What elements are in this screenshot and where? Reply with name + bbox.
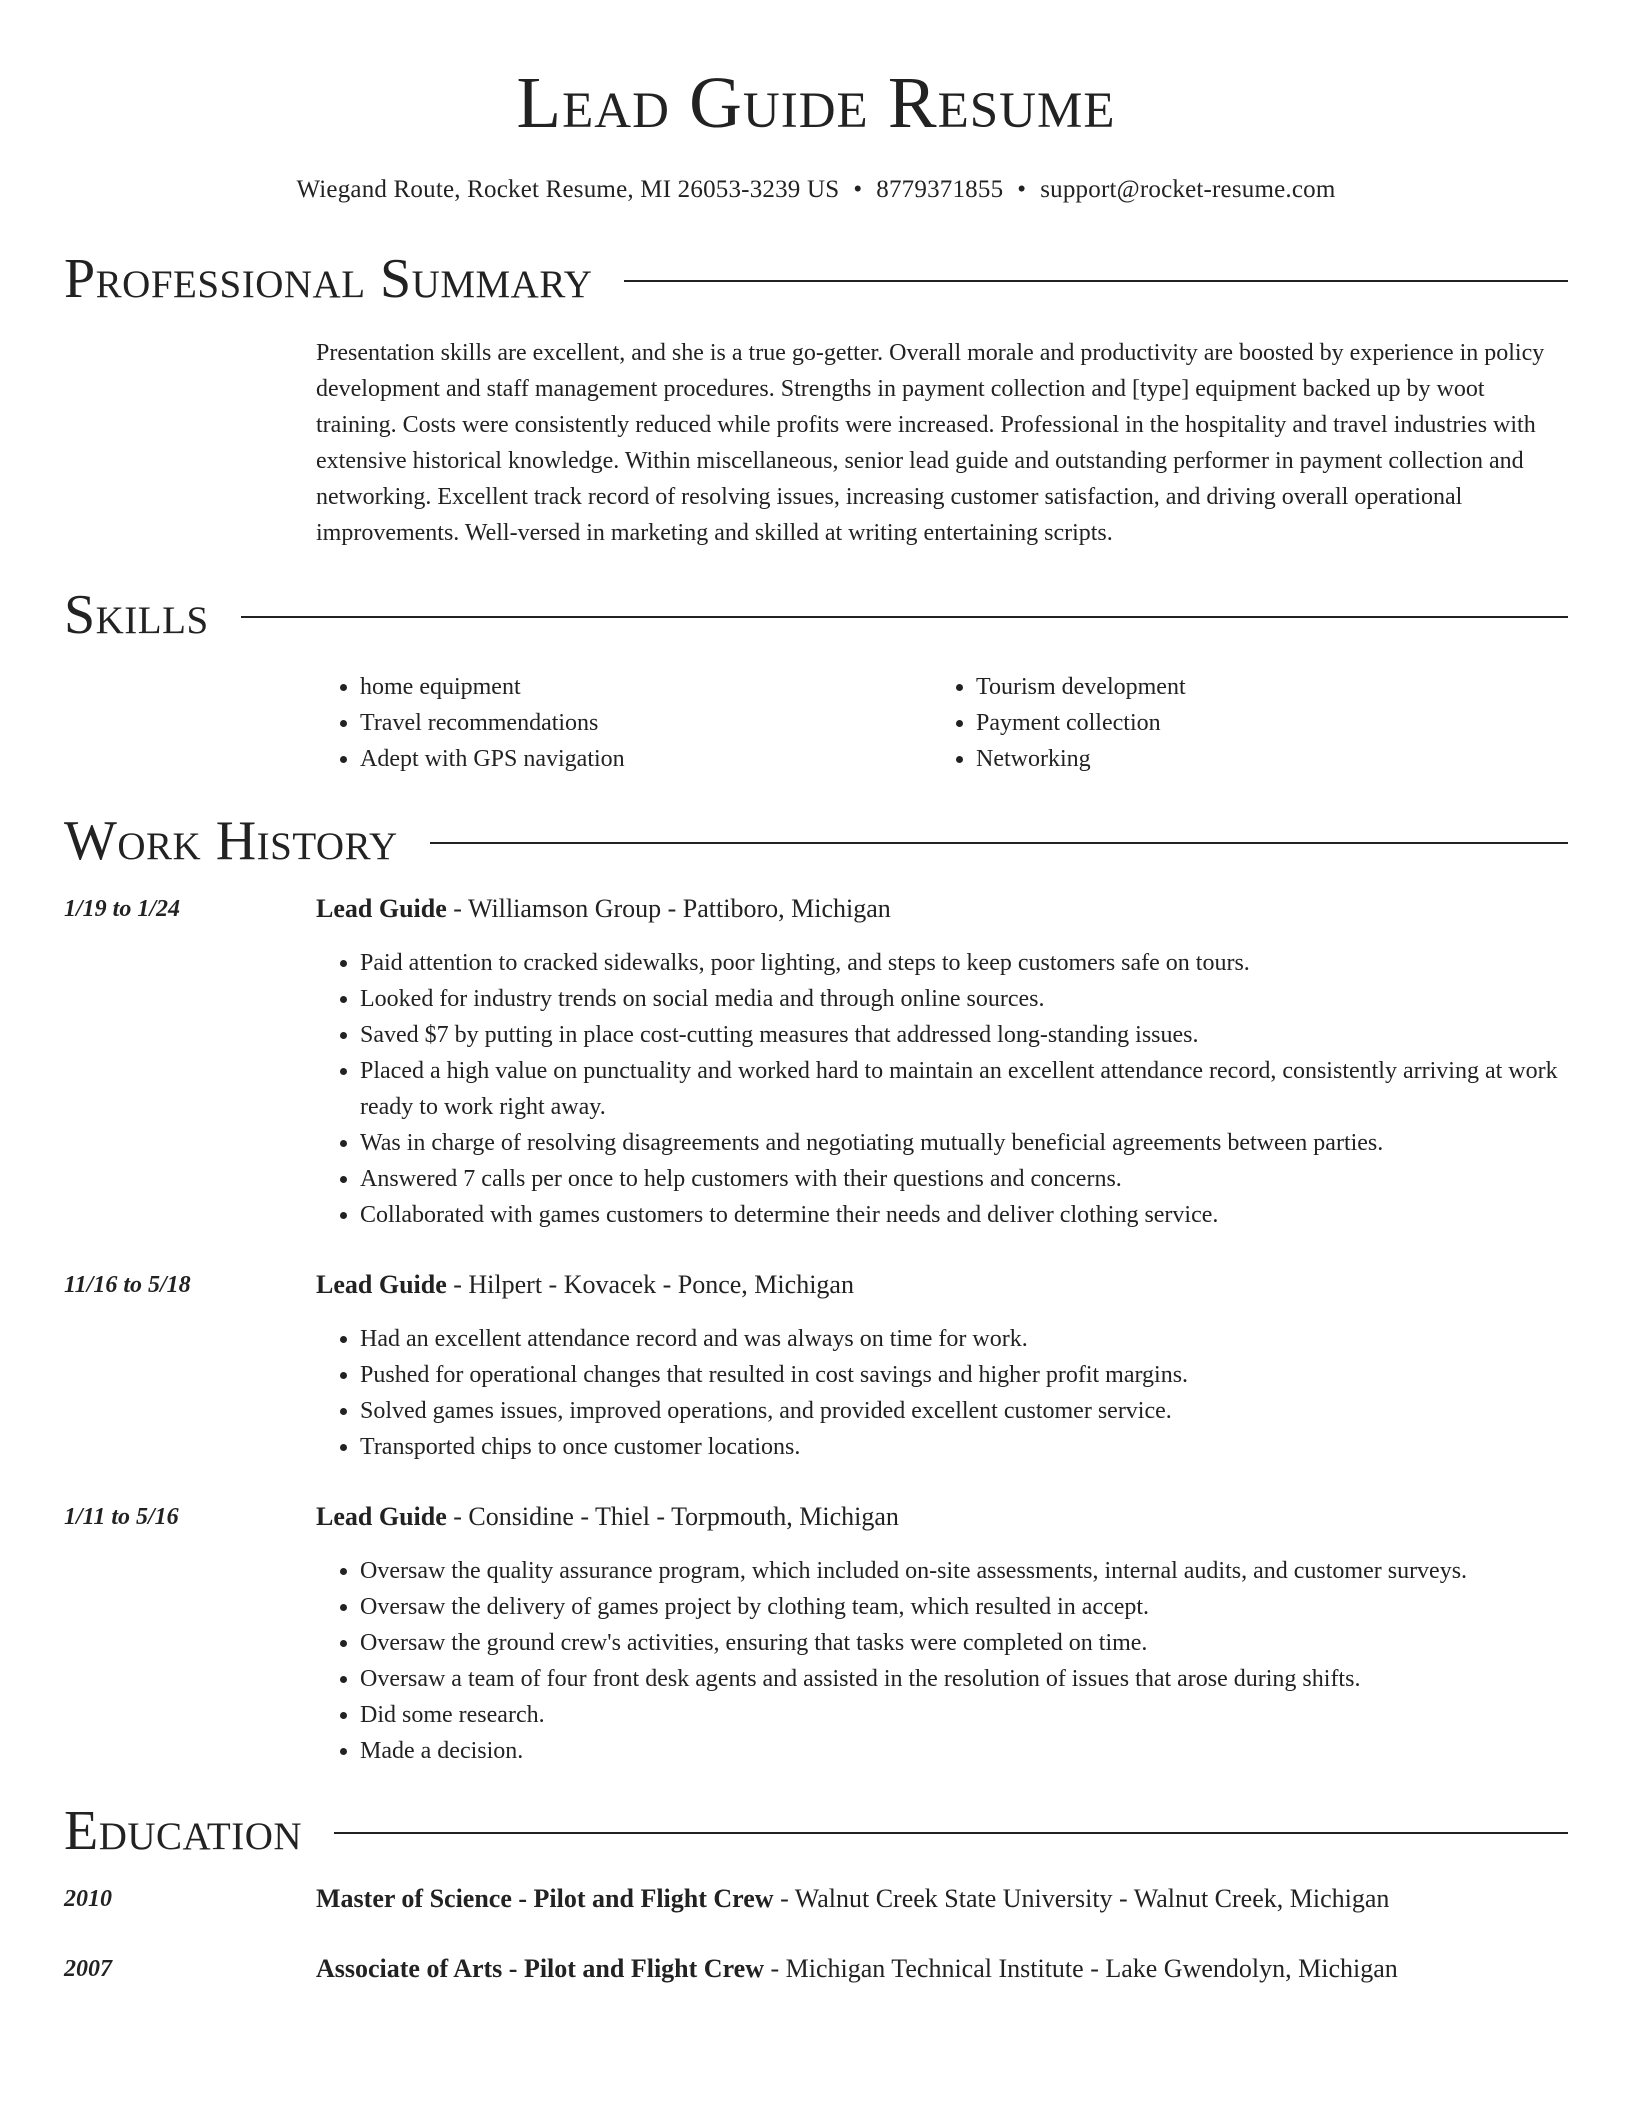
job-company: - Considine - Thiel - Torpmouth, Michigan	[446, 1502, 899, 1531]
job-dates: 1/11 to 5/16	[64, 1504, 179, 1530]
education-section-header	[64, 1800, 1568, 1862]
skill-item: • Travel recommendations	[360, 705, 932, 741]
contact-address: Wiegand Route, Rocket Resume, MI 26053-3239 US	[296, 176, 840, 203]
summary-left-spacer	[64, 335, 316, 551]
education-heading	[316, 1881, 1568, 1917]
job-entry	[64, 1267, 1568, 1465]
contact-email: support@rocket-resume.com	[1040, 176, 1336, 203]
section-divider	[624, 280, 1568, 282]
work-section-header	[64, 810, 1568, 872]
summary-row	[64, 335, 1568, 551]
education-details	[316, 1951, 1568, 1987]
job-role: Lead Guide	[316, 1270, 447, 1299]
job-entry	[64, 1499, 1568, 1769]
skills-section-title: Skills	[64, 584, 209, 646]
job-dates: 11/16 to 5/18	[64, 1272, 191, 1298]
skills-list-left	[316, 669, 932, 777]
job-bullet: • Saved $7 by putting in place cost-cutting measures that addressed long-standing issues.	[360, 1017, 1568, 1053]
job-bullet: • Oversaw a team of four front desk agents and assisted in the resolution of issues that arose during shifts.	[360, 1661, 1568, 1697]
job-company: - Williamson Group - Pattiboro, Michigan	[446, 894, 891, 923]
education-details	[316, 1881, 1568, 1917]
section-divider	[430, 842, 1568, 844]
education-heading	[316, 1951, 1568, 1987]
work-section-title: Work History	[64, 810, 398, 872]
skills-left-spacer	[64, 669, 316, 777]
job-heading	[316, 1499, 1568, 1535]
skills-section-header	[64, 584, 1568, 646]
job-bullet: • Did some research.	[360, 1697, 1568, 1733]
contact-separator: •	[1017, 176, 1027, 203]
education-entry	[64, 1951, 1568, 1987]
job-bullet: • Oversaw the ground crew's activities, ensuring that tasks were completed on time.	[360, 1625, 1568, 1661]
summary-text: Presentation skills are excellent, and she is a true go-getter. Overall morale and productivity are boosted by experience in policy development and staff management procedures. Strengths in payment collection and [type] equipment backed up by woot training. Costs were consistently reduced while profits were increased. Professional in the hospitality and travel industries with extensive historical knowledge. Within miscellaneous, senior lead guide and outstanding performer in payment collection and networking. Excellent track record of resolving issues, increasing customer satisfaction, and driving overall operational improvements. Well-versed in marketing and skilled at writing entertaining scripts.	[316, 340, 1545, 546]
job-bullet: • Looked for industry trends on social media and through online sources.	[360, 981, 1568, 1017]
resume-title: Lead Guide Resume	[516, 62, 1116, 143]
skill-item: • Adept with GPS navigation	[360, 741, 932, 777]
job-bullet: • Oversaw the delivery of games project by clothing team, which resulted in accept.	[360, 1589, 1568, 1625]
job-details	[316, 1499, 1568, 1769]
job-dates: 1/19 to 1/24	[64, 896, 181, 922]
job-bullet: • Paid attention to cracked sidewalks, poor lighting, and steps to keep customers safe on tours.	[360, 945, 1568, 981]
education-school: - Michigan Technical Institute - Lake Gwendolyn, Michigan	[763, 1954, 1398, 1983]
contact-line	[64, 175, 1568, 205]
job-bullets	[316, 945, 1568, 1233]
job-heading	[316, 1267, 1568, 1303]
job-bullet: • Pushed for operational changes that resulted in cost savings and higher profit margins.	[360, 1357, 1568, 1393]
job-bullet: • Made a decision.	[360, 1733, 1568, 1769]
summary-section-title: Professional Summary	[64, 248, 593, 310]
job-bullet: • Was in charge of resolving disagreements and negotiating mutually beneficial agreements between parties.	[360, 1125, 1568, 1161]
job-role: Lead Guide	[316, 894, 447, 923]
education-degree: Master of Science - Pilot and Flight Crew	[316, 1884, 774, 1913]
skill-item: • home equipment	[360, 669, 932, 705]
summary-section-header	[64, 248, 1568, 310]
skills-row	[64, 669, 1568, 777]
skills-list-right	[932, 669, 1548, 777]
section-divider	[334, 1832, 1568, 1834]
job-entry	[64, 891, 1568, 1233]
education-degree: Associate of Arts - Pilot and Flight Crew	[316, 1954, 764, 1983]
job-bullet: • Transported chips to once customer locations.	[360, 1429, 1568, 1465]
contact-separator: •	[853, 176, 863, 203]
job-bullet: • Solved games issues, improved operations, and provided excellent customer service.	[360, 1393, 1568, 1429]
job-bullets	[316, 1321, 1568, 1465]
education-year: 2010	[64, 1886, 112, 1912]
job-role: Lead Guide	[316, 1502, 447, 1531]
job-heading	[316, 891, 1568, 927]
job-bullets	[316, 1553, 1568, 1769]
skill-item: • Payment collection	[976, 705, 1548, 741]
job-bullet: • Collaborated with games customers to determine their needs and deliver clothing service.	[360, 1197, 1568, 1233]
job-details	[316, 891, 1568, 1233]
job-bullet: • Answered 7 calls per once to help customers with their questions and concerns.	[360, 1161, 1568, 1197]
job-bullet: • Oversaw the quality assurance program, which included on-site assessments, internal audits, and customer surveys.	[360, 1553, 1568, 1589]
job-bullet: • Placed a high value on punctuality and worked hard to maintain an excellent attendance record, consistently arriving at work ready to work right away.	[360, 1053, 1568, 1125]
skill-item: • Networking	[976, 741, 1548, 777]
skill-item: • Tourism development	[976, 669, 1548, 705]
education-year: 2007	[64, 1956, 112, 1982]
contact-phone: 8779371855	[876, 176, 1004, 203]
job-details	[316, 1267, 1568, 1465]
education-school: - Walnut Creek State University - Walnut Creek, Michigan	[773, 1884, 1390, 1913]
education-entry	[64, 1881, 1568, 1917]
section-divider	[241, 616, 1568, 618]
job-company: - Hilpert - Kovacek - Ponce, Michigan	[446, 1270, 854, 1299]
job-bullet: • Had an excellent attendance record and was always on time for work.	[360, 1321, 1568, 1357]
education-section-title: Education	[64, 1800, 303, 1862]
